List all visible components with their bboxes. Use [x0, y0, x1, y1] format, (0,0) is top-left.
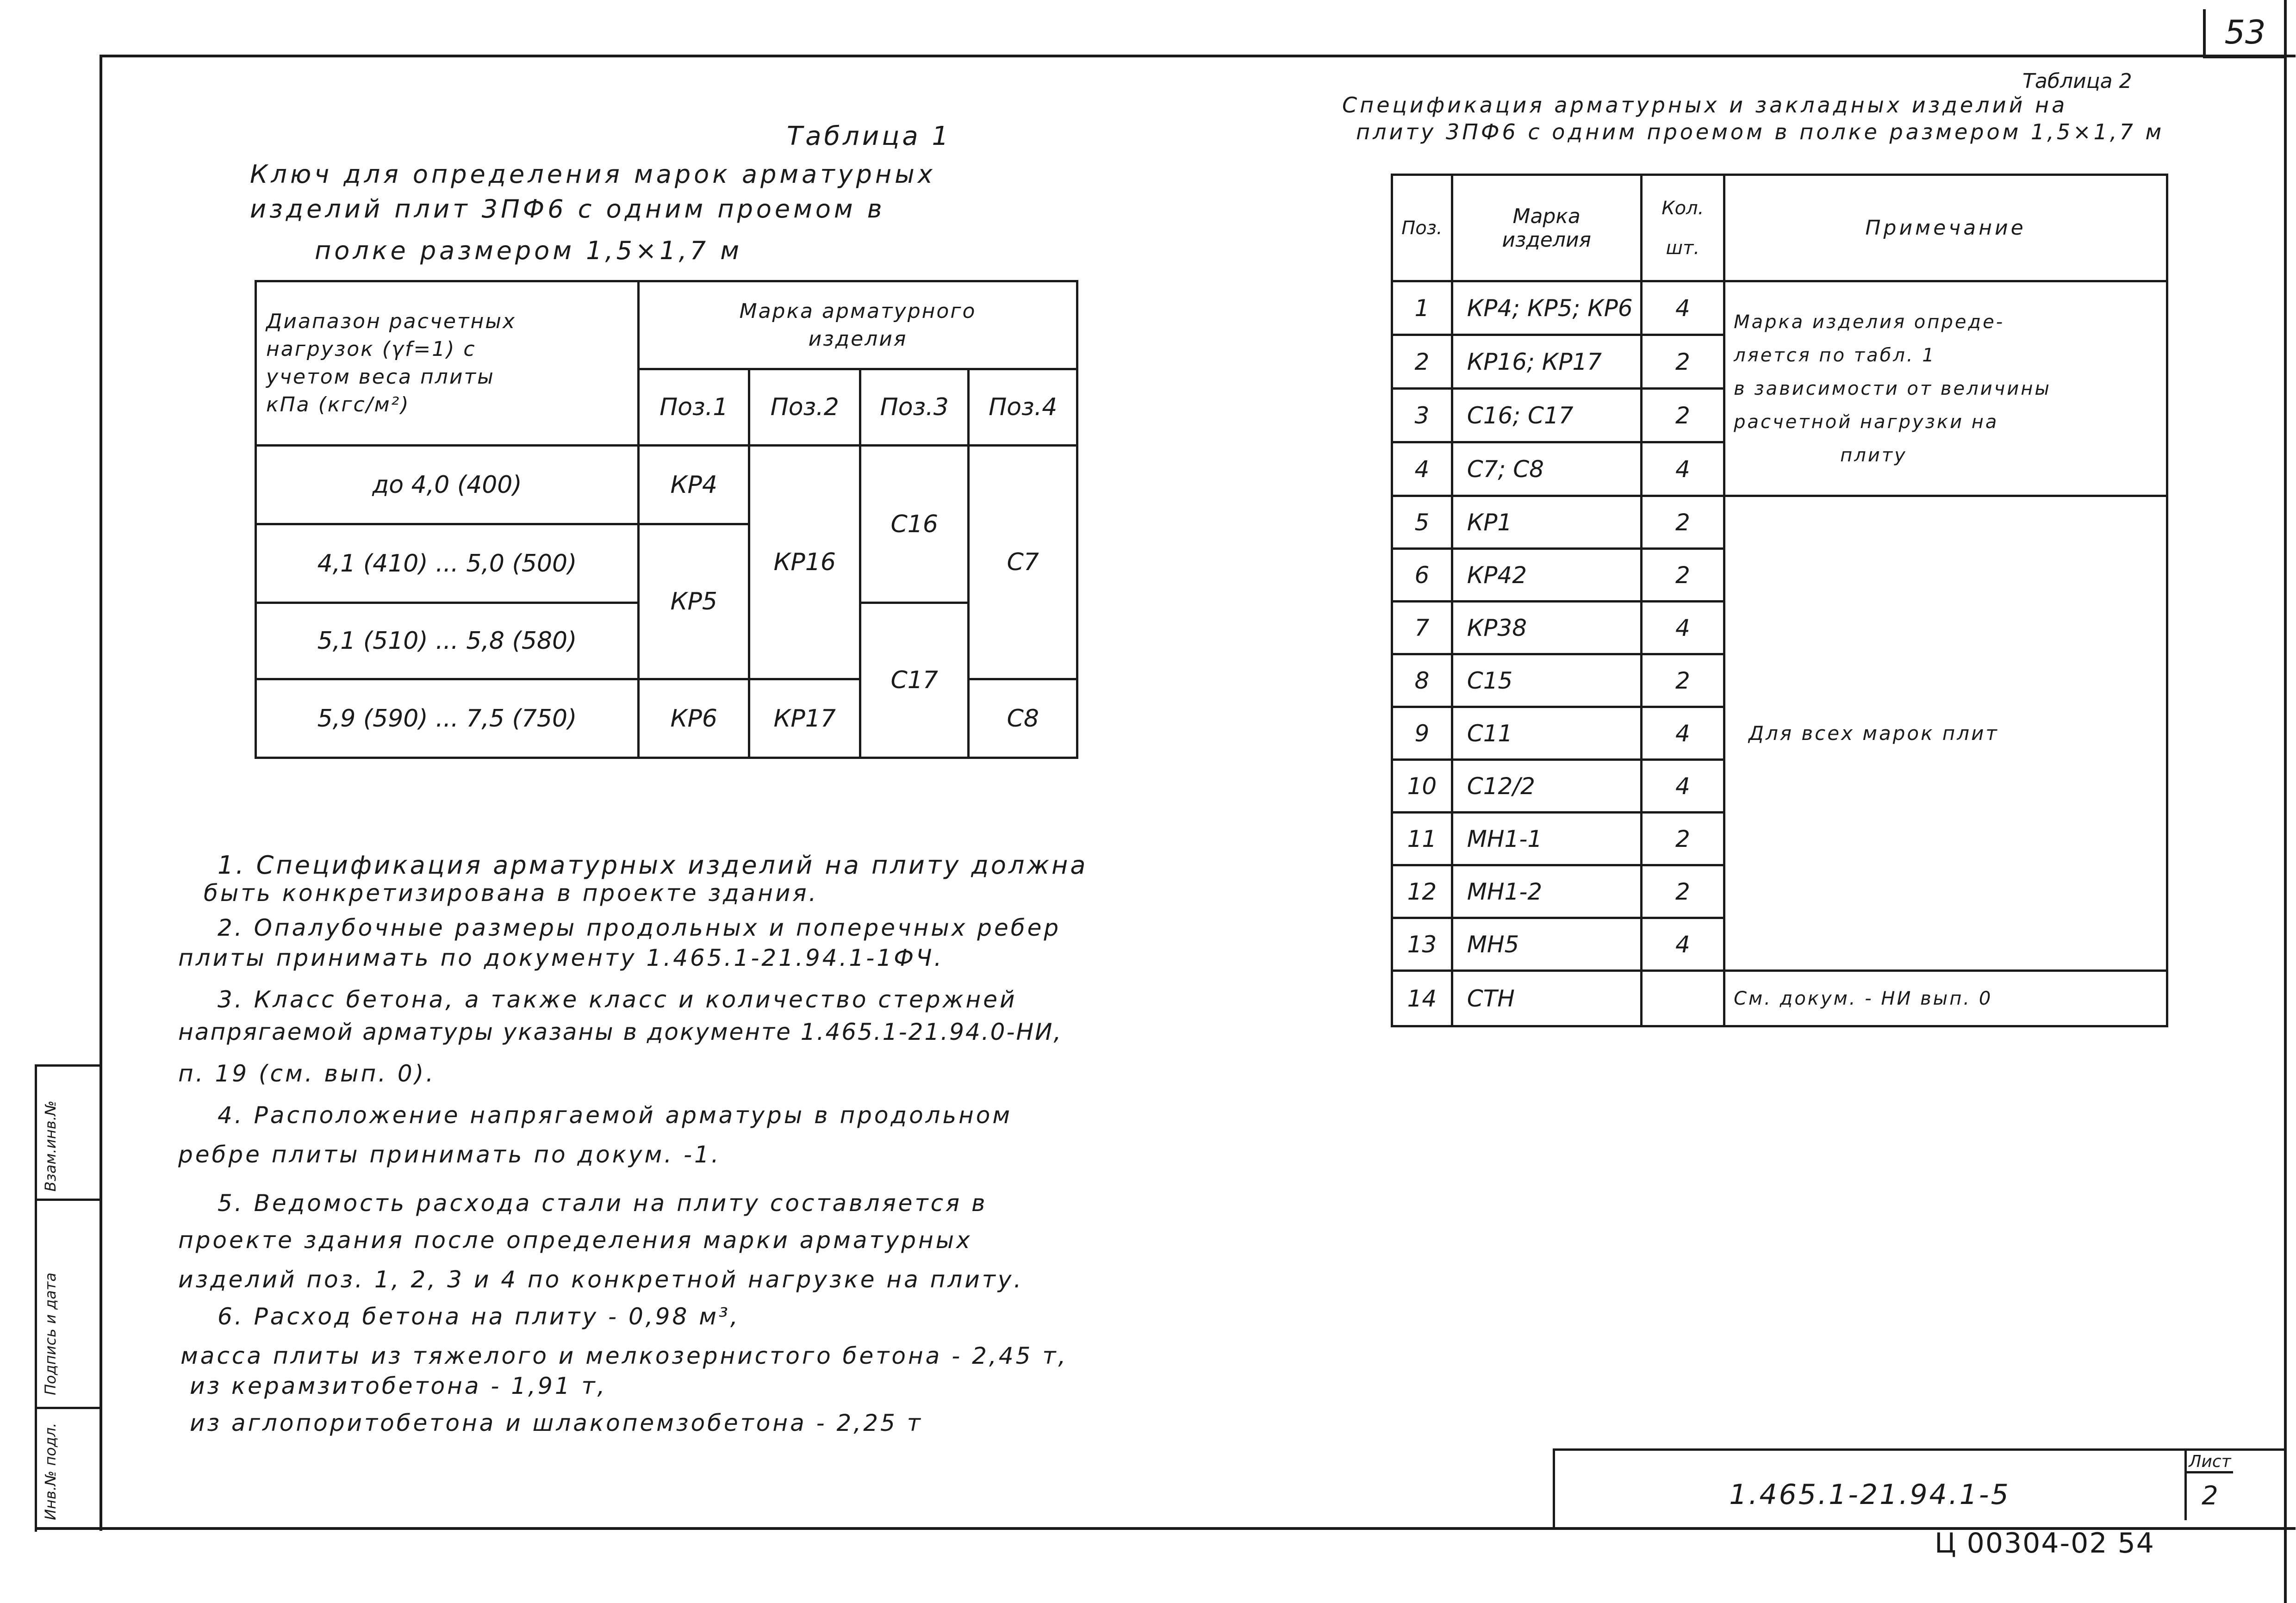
- side-stamp-cell: [37, 1064, 102, 1201]
- note-line: 1. Спецификация арматурных изделий на плиту должна: [218, 851, 1088, 880]
- row-pos: 9: [1392, 707, 1452, 760]
- table1-title: Таблица 1: [787, 121, 952, 151]
- qty-col-header: [1641, 175, 1724, 281]
- side-stamp-label: Взам.инв.№: [42, 1100, 59, 1192]
- note-line: п. 19 (см. вып. 0).: [178, 1060, 436, 1087]
- row-mark: КР38: [1452, 602, 1641, 654]
- note-line: Марка изделия опреде-: [1734, 311, 2005, 333]
- pos3-cell: С16: [860, 446, 969, 603]
- note-line: расчетной нагрузки на: [1734, 411, 1999, 433]
- note-line: в зависимости от величины: [1734, 378, 2052, 399]
- pos1-cell: КР6: [638, 679, 749, 758]
- row-pos: 7: [1392, 602, 1452, 654]
- row-qty: 4: [1641, 281, 1724, 335]
- note-line: 4. Расположение напрягаемой арматуры в продольном: [218, 1102, 1013, 1129]
- row-qty: 4: [1641, 442, 1724, 496]
- frame-right-line: [2284, 0, 2287, 1603]
- note-line: проекте здания после определения марки арматурных: [178, 1227, 972, 1254]
- pos-header: Поз.2: [749, 369, 860, 446]
- archive-code: Ц 00304-02 54: [1935, 1527, 2155, 1560]
- mark-header-line: изделия: [808, 327, 908, 351]
- title-block-top-line: [1553, 1448, 2284, 1451]
- note-group-1: [1724, 281, 2167, 496]
- row-mark: МН5: [1452, 918, 1641, 971]
- table2: [1391, 174, 2168, 1027]
- note-col-header: Примечание: [1724, 175, 2167, 281]
- range-header-line: кПа (кгс/м²): [266, 393, 410, 416]
- range-cell: до 4,0 (400): [256, 446, 639, 524]
- row-mark: С16; С17: [1452, 389, 1641, 442]
- side-stamp-cell: [37, 1407, 102, 1532]
- range-cell: 5,1 (510) ... 5,8 (580): [256, 603, 639, 679]
- note-line: напрягаемой арматуры указаны в документе 1.465.1-21.94.0-НИ,: [178, 1019, 1063, 1045]
- row-pos: 10: [1392, 760, 1452, 813]
- table1-caption-line: Ключ для определения марок арматурных: [250, 160, 936, 189]
- row-pos: 8: [1392, 654, 1452, 707]
- range-header-line: Диапазон расчетных: [266, 310, 516, 333]
- row-qty: 4: [1641, 760, 1724, 813]
- row-pos: 12: [1392, 865, 1452, 918]
- note-line: 2. Опалубочные размеры продольных и поперечных ребер: [218, 914, 1061, 941]
- side-stamp-cell: [37, 1199, 102, 1409]
- pos-header: Поз.4: [969, 369, 1077, 446]
- pos-col-header: Поз.: [1392, 175, 1452, 281]
- row-mark: МН1-1: [1452, 813, 1641, 865]
- pos4-cell: С8: [969, 679, 1077, 758]
- pos2-cell: КР17: [749, 679, 860, 758]
- side-stamp-label: Инв.№ подл.: [42, 1423, 59, 1520]
- pos1-cell: КР5: [638, 524, 749, 679]
- table1-caption-line: полке размером 1,5×1,7 м: [315, 236, 743, 265]
- row-qty: 4: [1641, 602, 1724, 654]
- sheet-number: 2: [2202, 1481, 2218, 1511]
- note-row-14: См. докум. - НИ вып. 0: [1724, 971, 2167, 1026]
- row-pos: 11: [1392, 813, 1452, 865]
- range-header-line: нагрузок (γf=1) с: [266, 337, 476, 361]
- frame-top-line: [100, 55, 2296, 57]
- row-mark: С12/2: [1452, 760, 1641, 813]
- row-qty: 2: [1641, 335, 1724, 389]
- note-line: ребре плиты принимать по докум. -1.: [178, 1141, 721, 1168]
- row-pos: 5: [1392, 496, 1452, 549]
- table2-label: Таблица 2: [2022, 69, 2132, 93]
- mark-col-header-line: Марка: [1512, 204, 1580, 228]
- mark-col-header-line: изделия: [1502, 228, 1592, 252]
- row-qty: [1641, 971, 1724, 1026]
- row-qty: 2: [1641, 654, 1724, 707]
- pos1-cell: КР4: [638, 446, 749, 524]
- page-number: 53: [2203, 9, 2284, 58]
- row-qty: 2: [1641, 549, 1724, 602]
- side-stamp-label: Подпись и дата: [42, 1272, 59, 1395]
- mark-header: [638, 281, 1077, 369]
- row-pos: 1: [1392, 281, 1452, 335]
- table1: [255, 280, 1078, 759]
- row-qty: 2: [1641, 813, 1724, 865]
- row-mark: СТН: [1452, 971, 1641, 1026]
- qty-col-header-line: Кол.: [1661, 197, 1704, 219]
- row-qty: 2: [1641, 496, 1724, 549]
- note-line: быть конкретизирована в проекте здания.: [204, 880, 819, 907]
- range-cell: 5,9 (590) ... 7,5 (750): [256, 679, 639, 758]
- row-pos: 13: [1392, 918, 1452, 971]
- range-header: [256, 281, 639, 446]
- row-pos: 6: [1392, 549, 1452, 602]
- pos4-cell: С7: [969, 446, 1077, 679]
- pos2-cell: КР16: [749, 446, 860, 679]
- note-line: масса плиты из тяжелого и мелкозернистого бетона - 2,45 т,: [180, 1342, 1068, 1369]
- row-qty: 4: [1641, 707, 1724, 760]
- sheet-label: Лист: [2187, 1452, 2233, 1473]
- range-cell: 4,1 (410) ... 5,0 (500): [256, 524, 639, 603]
- note-line: плиту: [1840, 444, 1907, 466]
- pos3-cell: С17: [860, 603, 969, 758]
- row-pos: 2: [1392, 335, 1452, 389]
- row-pos: 4: [1392, 442, 1452, 496]
- row-mark: КР16; КР17: [1452, 335, 1641, 389]
- row-mark: С7; С8: [1452, 442, 1641, 496]
- note-line: плиты принимать по документу 1.465.1-21.94.1-1ФЧ.: [178, 944, 944, 971]
- table2-caption-line: Спецификация арматурных и закладных изделий на: [1342, 93, 2068, 118]
- mark-col-header: [1452, 175, 1641, 281]
- document-code: 1.465.1-21.94.1-5: [1729, 1479, 2010, 1511]
- note-line: из керамзитобетона - 1,91 т,: [190, 1373, 607, 1399]
- qty-col-header-line: шт.: [1666, 237, 1700, 259]
- note-line: изделий поз. 1, 2, 3 и 4 по конкретной нагрузке на плиту.: [178, 1266, 1024, 1293]
- note-line: из аглопоритобетона и шлакопемзобетона - 2,25 т: [190, 1410, 923, 1436]
- row-mark: КР1: [1452, 496, 1641, 549]
- pos-header: Поз.1: [638, 369, 749, 446]
- row-qty: 2: [1641, 865, 1724, 918]
- row-mark: С15: [1452, 654, 1641, 707]
- note-line: 3. Класс бетона, а также класс и количество стержней: [218, 986, 1017, 1013]
- row-mark: КР42: [1452, 549, 1641, 602]
- pos-header: Поз.3: [860, 369, 969, 446]
- note-line: 6. Расход бетона на плиту - 0,98 м³,: [218, 1303, 740, 1330]
- row-pos: 3: [1392, 389, 1452, 442]
- table1-caption-line: изделий плит 3ПФ6 с одним проемом в: [250, 194, 885, 224]
- mark-header-line: Марка арматурного: [739, 299, 977, 323]
- note-line: 5. Ведомость расхода стали на плиту составляется в: [218, 1190, 988, 1217]
- row-mark: МН1-2: [1452, 865, 1641, 918]
- range-header-line: учетом веса плиты: [266, 365, 495, 389]
- note-group-2: Для всех марок плит: [1724, 496, 2167, 971]
- row-qty: 4: [1641, 918, 1724, 971]
- row-mark: КР4; КР5; КР6: [1452, 281, 1641, 335]
- side-stamp: [35, 1064, 102, 1532]
- row-pos: 14: [1392, 971, 1452, 1026]
- note-line: ляется по табл. 1: [1734, 344, 1936, 366]
- table2-caption-line: плиту 3ПФ6 с одним проемом в полке размером 1,5×1,7 м: [1356, 119, 2165, 144]
- row-qty: 2: [1641, 389, 1724, 442]
- row-mark: С11: [1452, 707, 1641, 760]
